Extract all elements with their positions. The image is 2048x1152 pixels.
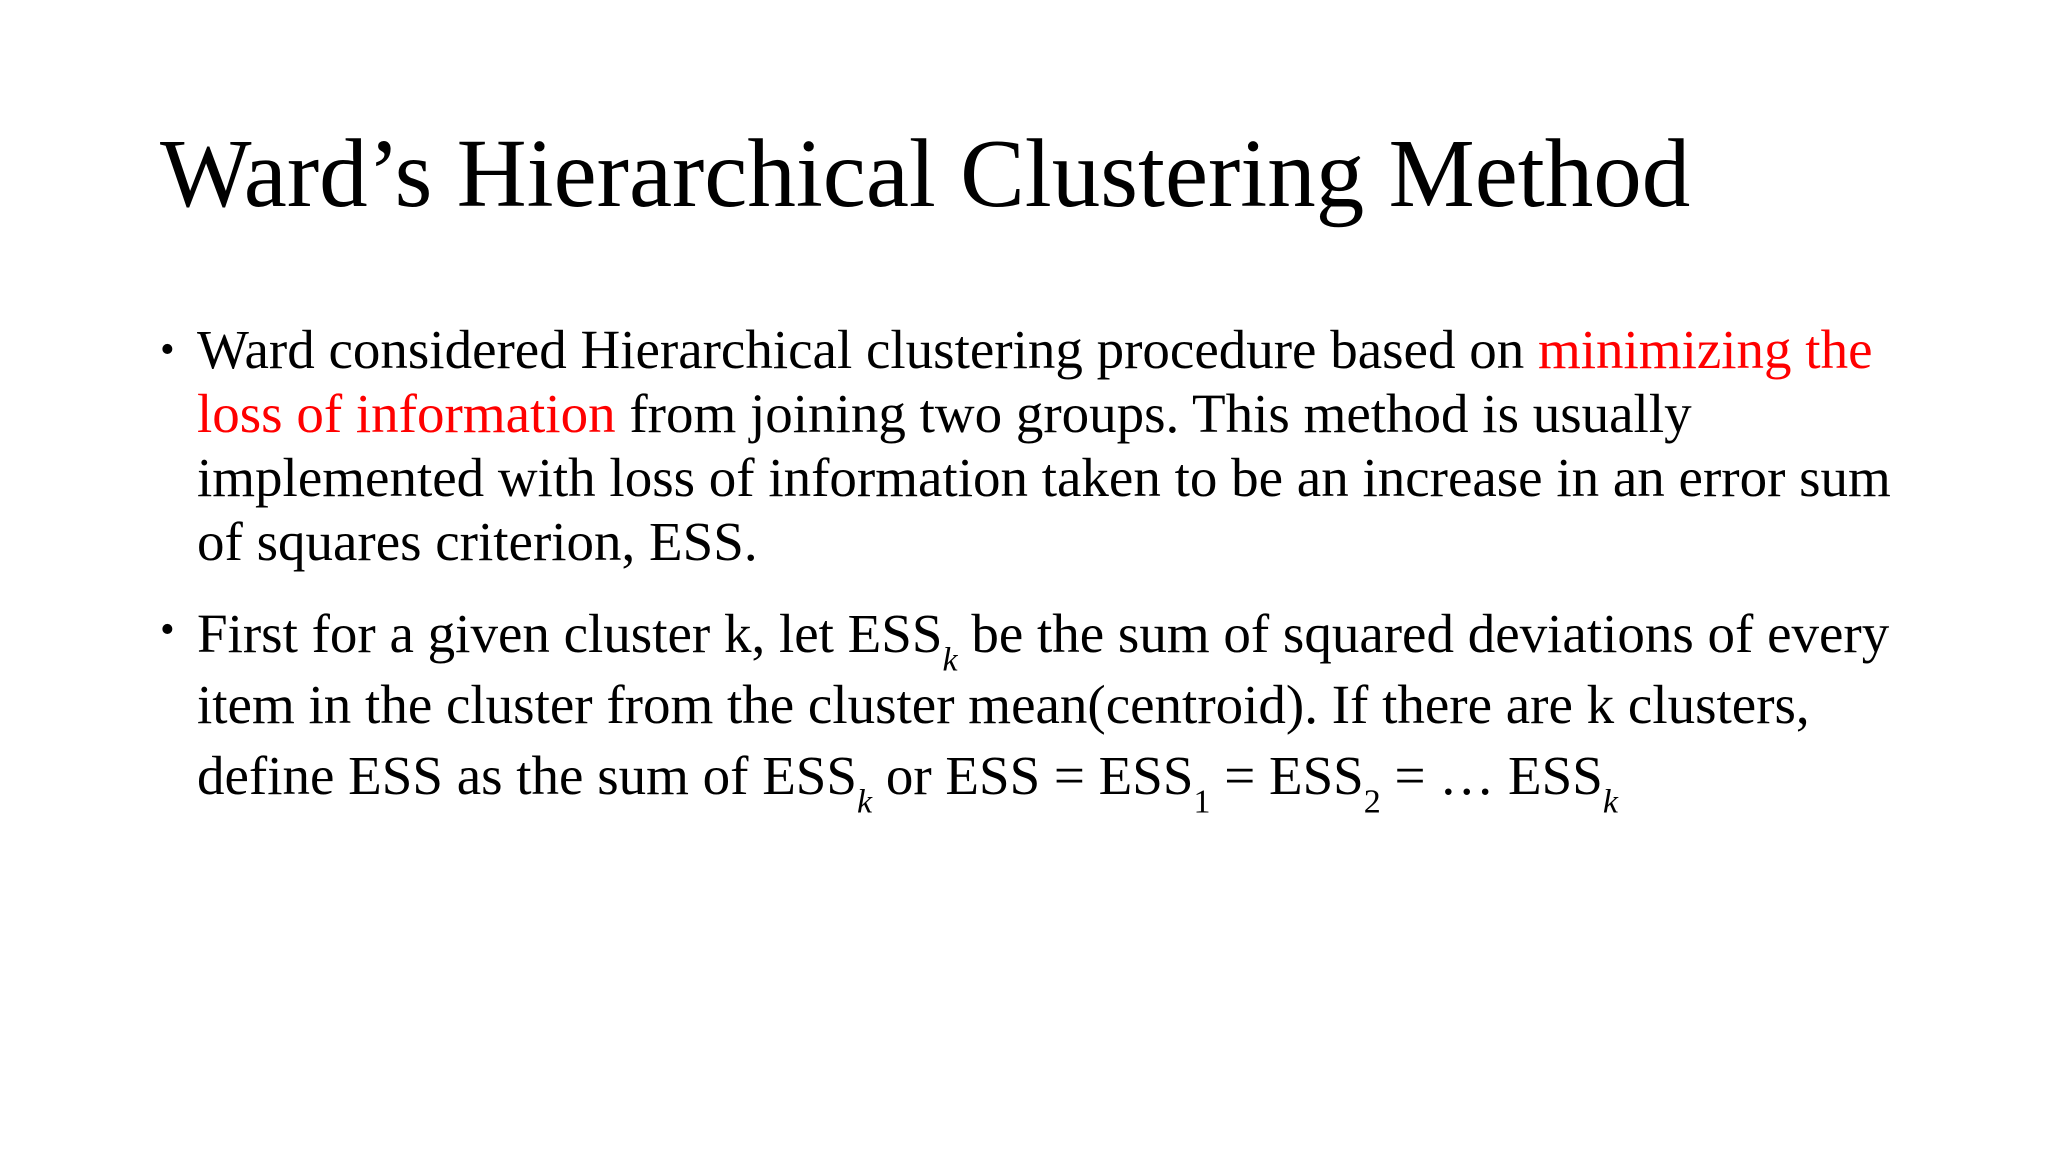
slide-title: Ward’s Hierarchical Clustering Method — [160, 120, 1691, 227]
subscript-k: k — [856, 783, 873, 821]
bullet-text — [197, 318, 1920, 574]
bullet-item-ess-definition — [160, 598, 1920, 821]
bullet2-part3: or ESS = ESS — [872, 745, 1194, 806]
bullet2-part2: be the sum of squared deviations of every item in the cluster from the cluster mean(centroid). If there are k clusters, define ESS as the sum of ESS — [197, 603, 1890, 806]
bullet1-text-after: from joining two groups. This method is usually implemented with loss of information taken to be an increase in an error sum of squares criterion, ESS. — [197, 383, 1891, 572]
subscript-2: 2 — [1363, 783, 1381, 821]
highlighted-phrase: minimizing the loss of information — [197, 319, 1873, 444]
bullet-marker: • — [160, 327, 175, 373]
subscript-k: k — [1602, 783, 1618, 821]
subscript-1: 1 — [1193, 783, 1211, 821]
bullet2-part4: = ESS — [1210, 745, 1364, 806]
bullet2-part1: First for a given cluster k, let ESS — [197, 603, 943, 664]
bullet-marker: • — [160, 607, 175, 653]
bullet-text — [197, 598, 1920, 821]
subscript-k: k — [942, 641, 958, 679]
bullet2-part5: = … ESS — [1380, 745, 1603, 806]
bullet-item-loss-of-information — [160, 318, 1920, 574]
bullet1-text-before: Ward considered Hierarchical clustering procedure based on — [197, 319, 1538, 380]
bullet-list — [160, 318, 1920, 835]
